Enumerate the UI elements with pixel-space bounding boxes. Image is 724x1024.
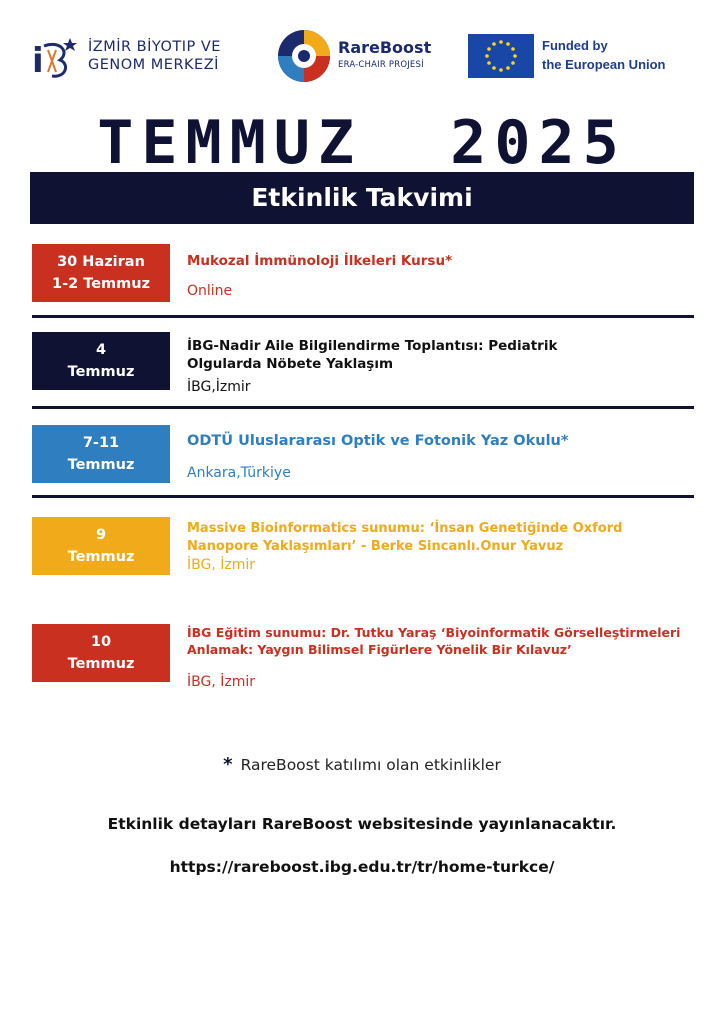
event-title: ODTÜ Uluslararası Optik ve Fotonik Yaz Okulu* [187, 433, 569, 449]
event-date-line2: Temmuz [67, 364, 135, 380]
event-date-line2: Temmuz [67, 656, 135, 672]
event-date-line1: 4 [95, 342, 107, 358]
rareboost-name: RareBoost [338, 38, 432, 57]
ibg-logo-text [88, 38, 221, 74]
eu-line1: Funded by [542, 38, 608, 53]
svg-text:i: i [32, 41, 44, 81]
page-subtitle: Etkinlik Takvimi [251, 183, 473, 212]
event-date-line2: Temmuz [67, 457, 135, 473]
event-location: Online [187, 283, 233, 299]
event-location: Ankara,Türkiye [187, 465, 291, 481]
event-date-line2: Temmuz [67, 549, 135, 565]
event-location: İBG, İzmir [187, 674, 255, 690]
asterisk-marker: * [223, 754, 233, 775]
event-date-line1: 10 [90, 634, 112, 650]
event-title: İBG Eğitim sunumu: Dr. Tutku Yaraş ‘Biyoinformatik Görselleştirmeleri Anlamak: Yaygın Bilimsel Figürlere Yönelik Bir Kılavuz’ [187, 625, 681, 657]
ibg-logo-line2: GENOM MERKEZİ [88, 57, 219, 73]
eu-logo [468, 34, 698, 80]
eu-funding-text [542, 36, 666, 74]
note-text: RareBoost katılımı olan etkinlikler [240, 756, 501, 774]
event-date-box [32, 244, 170, 302]
ibg-mark-icon [30, 34, 78, 82]
details-notice: Etkinlik detayları RareBoost websitesinde yayınlanacaktır. [107, 815, 617, 833]
event-date-box [32, 517, 170, 575]
rareboost-note [0, 754, 724, 775]
event-date-line1: 9 [95, 527, 107, 543]
ibg-logo [30, 34, 230, 82]
event-location: İBG,İzmir [187, 379, 251, 395]
event-location: İBG, İzmir [187, 557, 255, 573]
event-date-line1: 7-11 [82, 435, 120, 451]
website-link[interactable]: https://rareboost.ibg.edu.tr/tr/home-turkce/ [169, 858, 555, 876]
page-title: TEMMUZ 2025 [97, 108, 627, 178]
event-date-box [32, 332, 170, 390]
eu-line2: the European Union [542, 57, 666, 72]
event-date-line1: 30 Haziran [57, 254, 145, 270]
event-date-line2: 1-2 Temmuz [51, 276, 151, 292]
ibg-logo-line1: İZMİR BİYOTIP VE [88, 39, 221, 55]
rareboost-emblem-icon [276, 28, 332, 84]
eu-flag-icon [468, 34, 534, 78]
event-title: Massive Bioinformatics sunumu: ‘İnsan Genetiğinde Oxford Nanopore Yaklaşımları’ - Berke Sincanlı.Onur Yavuz [187, 521, 623, 554]
event-divider [32, 406, 694, 409]
event-title: İBG-Nadir Aile Bilgilendirme Toplantısı: Pediatrik Olgularda Nöbete Yaklaşım [187, 338, 558, 372]
rareboost-logo [276, 28, 446, 86]
event-divider [32, 495, 694, 498]
event-title: Mukozal İmmünoloji İlkeleri Kursu* [187, 253, 453, 269]
event-divider [32, 315, 694, 318]
rareboost-subtitle: ERA-CHAIR PROJESİ [338, 60, 424, 70]
event-date-box [32, 624, 170, 682]
event-date-box [32, 425, 170, 483]
